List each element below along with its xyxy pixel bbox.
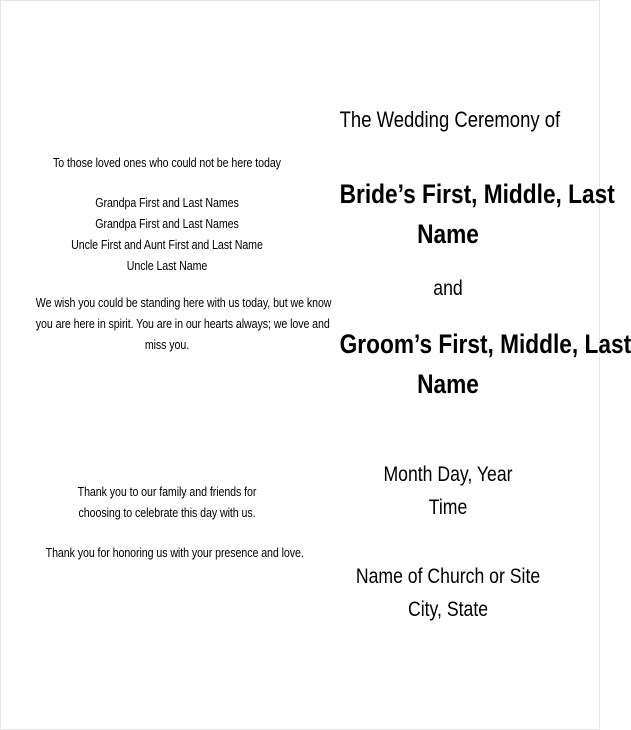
groom-name-line: Name: [417, 369, 479, 399]
ceremony-date: [319, 459, 577, 490]
ceremony-date-text: Month Day, Year: [383, 463, 513, 486]
memorial-heading-text: To those loved ones who could not be here today: [53, 155, 281, 170]
ceremony-city-state: [319, 594, 577, 625]
bride-name-line: Name: [417, 219, 479, 249]
memorial-name: Uncle Last Name: [126, 258, 208, 273]
ceremony-intro-text: The Wedding Ceremony of: [339, 107, 561, 132]
groom-name-line: Groom’s First, Middle, Last: [339, 329, 631, 359]
ceremony-time: [319, 492, 577, 523]
memorial-name: Uncle First and Aunt First and Last Name: [71, 237, 263, 252]
ceremony-venue: [319, 561, 577, 592]
groom-name: [319, 324, 631, 404]
thanks-honor-message: [45, 542, 304, 563]
memorial-names-list: [46, 192, 289, 276]
and-connector: [319, 274, 577, 304]
memorial-message: [35, 292, 332, 355]
memorial-message-line: We wish you could be standing here with us today, but we know: [35, 295, 332, 310]
ceremony-city-state-text: City, State: [407, 598, 489, 621]
thanks-honor-text: Thank you for honoring us with your presence and love.: [45, 545, 304, 560]
thanks-family-line: Thank you to our family and friends for: [77, 484, 257, 499]
memorial-message-line: miss you.: [144, 337, 190, 352]
thanks-family-message: [46, 481, 289, 523]
ceremony-time-text: Time: [428, 496, 468, 519]
and-text: and: [433, 277, 463, 300]
bride-name: [319, 174, 615, 254]
memorial-name: Grandpa First and Last Names: [95, 216, 239, 231]
ceremony-venue-text: Name of Church or Site: [355, 565, 541, 588]
thanks-family-line: choosing to celebrate this day with us.: [78, 505, 256, 520]
memorial-name: Grandpa First and Last Names: [95, 195, 239, 210]
ceremony-intro: [319, 105, 577, 135]
memorial-heading: [46, 152, 289, 173]
memorial-message-line: you are here in spirit. You are in our hearts always; we love and: [35, 316, 330, 331]
bride-name-line: Bride’s First, Middle, Last: [339, 179, 615, 209]
